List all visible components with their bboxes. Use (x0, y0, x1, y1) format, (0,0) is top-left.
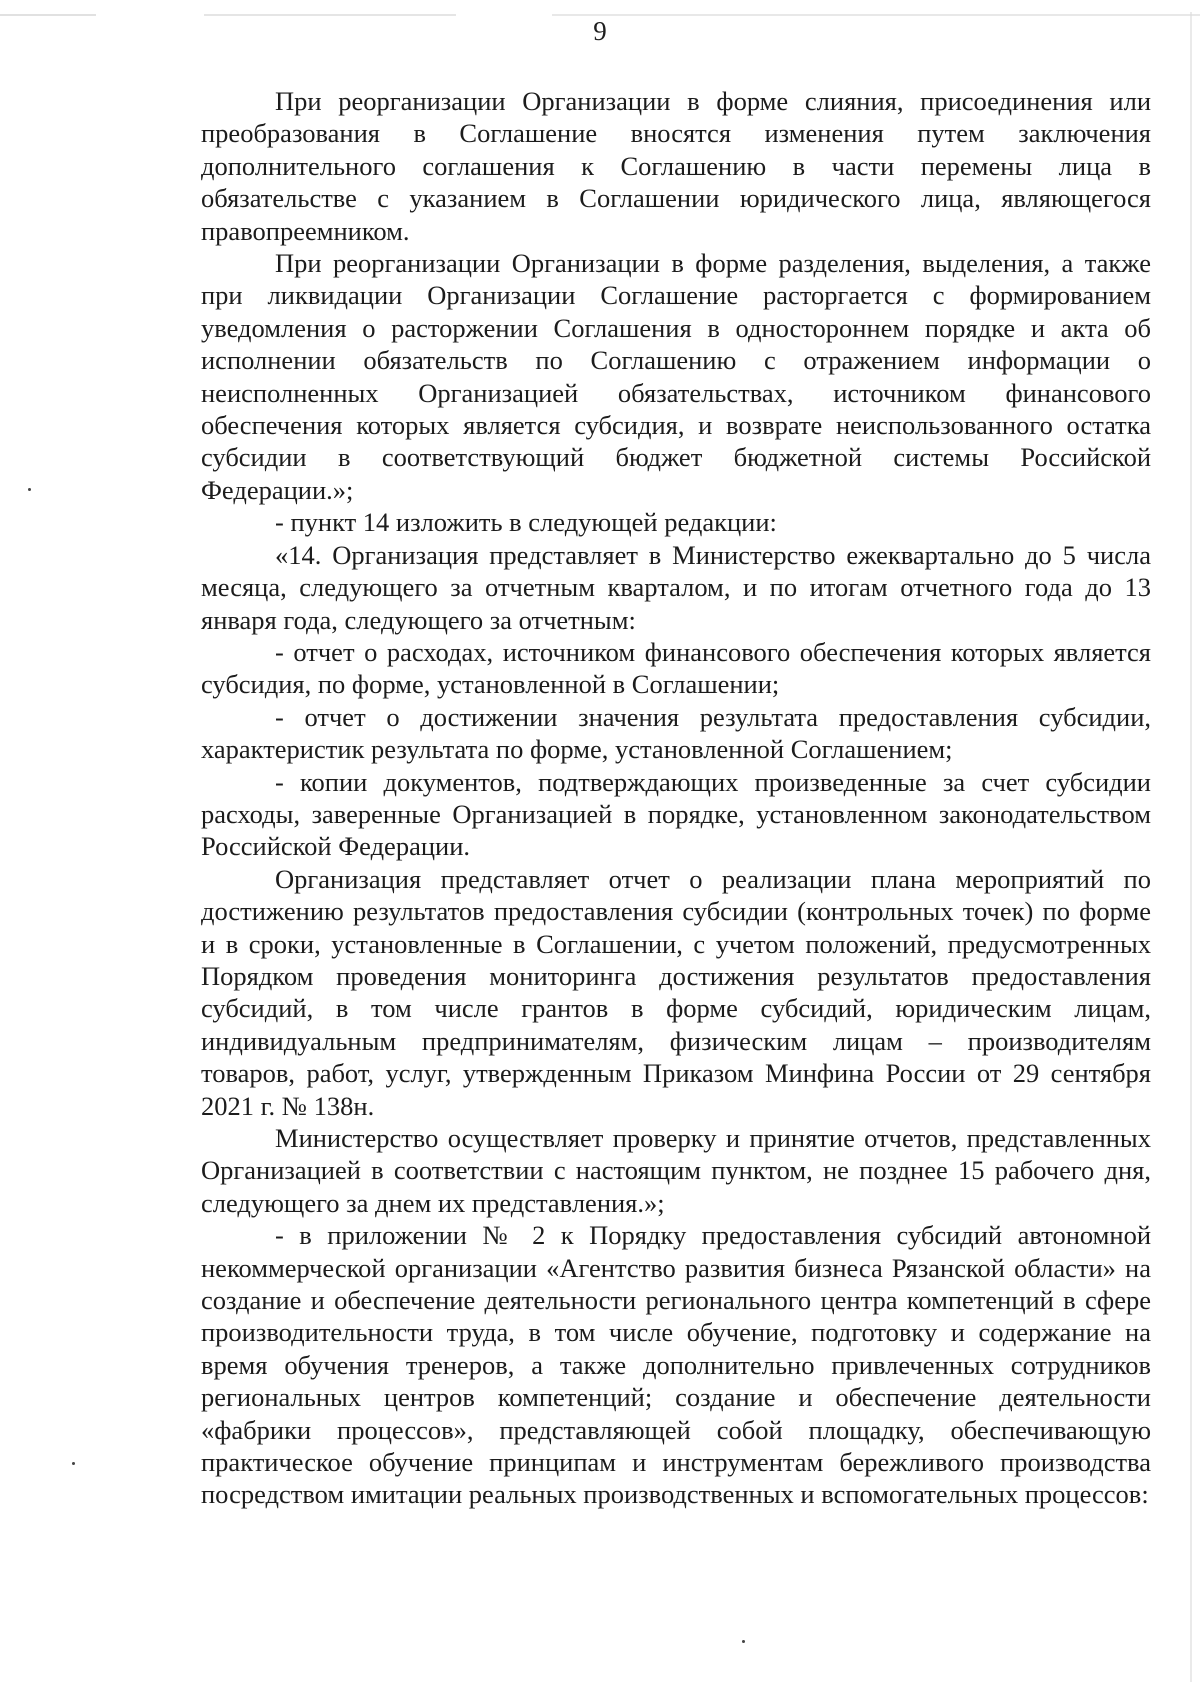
paragraph-appendix-2: - в приложении № 2 к Порядку предоставления субсидий автономной некоммерческой организации «Агентство развития бизнеса Рязанской области» на создание и обеспечение деятельности регионального центра компетенций в сфере производительности труда, в том числе обучение, подготовку и содержание на время обучения тренеров, а также дополнительно привлеченных сотрудников региональных центров компетенций; создание и обеспечение деятельности «фабрики процессов», представляющей собой площадку, обеспечивающую практическое обучение принципам и инструментам бережливого производства посредством имитации реальных производственных и вспомогательных процессов: (201, 1220, 1151, 1510)
document-body (201, 85, 1151, 1511)
paragraph-ministry-review: Министерство осуществляет проверку и принятие отчетов, представленных Организацией в соответствии с настоящим пунктом, не позднее 15 рабочего дня, следующего за днем их представления.»; (201, 1123, 1151, 1218)
scan-speck (72, 1462, 75, 1465)
paragraph-reorganization-merger: При реорганизации Организации в форме слияния, присоединения или преобразования в Соглашение вносятся изменения путем заключения дополнительного соглашения к Соглашению в части перемены лица в обязательстве с указанием в Соглашении юридического лица, являющегося правопреемником. (201, 86, 1151, 246)
paragraph-reorganization-division: При реорганизации Организации в форме разделения, выделения, а также при ликвидации Организации Соглашение расторгается с формированием уведомления о расторжении Соглашения в одностороннем порядке и акта об исполнении обязательств по Соглашению с отражением информации о неисполненных Организацией обязательствах, источником финансового обеспечения которых является субсидия, и возврате неиспользованного остатка субсидии в соответствующий бюджет бюджетной системы Российской Федерации.»; (201, 248, 1151, 505)
page-number: 9 (593, 16, 607, 46)
list-item-document-copies: - копии документов, подтверждающих произведенные за счет субсидии расходы, заверенные Организацией в порядке, установленном законодательством Российской Федерации. (201, 766, 1151, 862)
paragraph-item-14-intro: - пункт 14 изложить в следующей редакции: (275, 507, 777, 538)
scan-edge-right (1190, 12, 1192, 1682)
list-item-expense-report: - отчет о расходах, источником финансового обеспечения которых является субсидия, по форме, установленной в Соглашении; (201, 636, 1151, 700)
scan-speck (28, 488, 31, 491)
paragraph-action-plan-report: Организация представляет отчет о реализации плана мероприятий по достижению результатов предоставления субсидии (контрольных точек) по форме и в сроки, установленные в Соглашении, с учетом положений, предусмотренных Порядком проведения мониторинга достижения результатов предоставления субсидий, в том числе грантов в форме субсидий, юридическим лицам, индивидуальным предпринимателям, физическим лицам – производителям товаров, работ, услуг, утвержденным Приказом Минфина России от 29 сентября 2021 г. № 138н. (201, 863, 1151, 1121)
scan-speck (742, 1640, 745, 1643)
paragraph-item-14-text: «14. Организация представляет в Министерство ежеквартально до 5 числа месяца, следующего за отчетным кварталом, и по итогам отчетного года до 13 января года, следующего за отчетным: (201, 539, 1151, 635)
list-item-result-report: - отчет о достижении значения результата предоставления субсидии, характеристик результата по форме, установленной Соглашением; (201, 701, 1151, 765)
